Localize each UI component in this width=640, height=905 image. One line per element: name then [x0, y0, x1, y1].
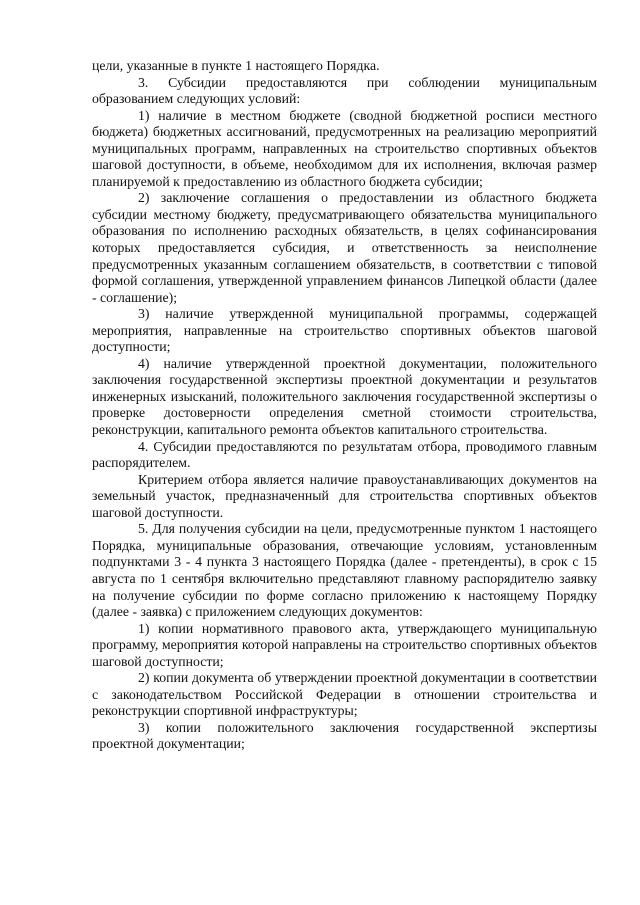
paragraph-continuation: цели, указанные в пункте 1 настоящего Порядка. [92, 58, 380, 73]
paragraph-subitem-5-3: 3) копии положительного заключения государственной экспертизы проектной документации; [92, 719, 597, 752]
paragraph-subitem-3-2: 2) заключение соглашения о предоставлении из областного бюджета субсидии местному бюджету, предусматривающего обязательства муниципального образования по исполнению расходных обязательств, в целях софинансирования которых предоставляется субсидия, и ответственность за неисполнение предусмотренных указанным соглашением обязательств, в соответствии с типовой формой соглашения, утвержденной управлением финансов Липецкой области (далее - соглашение); [92, 190, 597, 305]
paragraph-subitem-3-4: 4) наличие утвержденной проектной документации, положительного заключения государственной экспертизы проектной документации и результатов инженерных изысканий, положительного заключения государственной экспертизы о проверке достоверности определения сметной стоимости строительства, реконструкции, капитального ремонта объектов капитального строительства. [92, 355, 597, 438]
paragraph-item-4: 4. Субсидии предоставляются по результатам отбора, проводимого главным распорядителем. [92, 438, 597, 471]
document-page [92, 58, 597, 753]
paragraph-subitem-3-1: 1) наличие в местном бюджете (сводной бюджетной росписи местного бюджета) бюджетных ассигнований, предусмотренных на реализацию мероприятий муниципальных программ, направленных на строительство спортивных объектов шаговой доступности, в объеме, необходимом для их исполнения, включая размер планируемой к предоставлению из областного бюджета субсидии; [92, 107, 597, 189]
paragraph-selection-criterion: Критерием отбора является наличие правоустанавливающих документов на земельный участок, предназначенный для строительства спортивных объектов шаговой доступности. [92, 471, 597, 520]
paragraph-item-5: 5. Для получения субсидии на цели, предусмотренные пунктом 1 настоящего Порядка, муниципальные образования, отвечающие условиям, установленным подпунктами 3 - 4 пункта 3 настоящего Порядка (далее - претенденты), в срок с 15 августа по 1 сентября включительно представляют главному распорядителю заявку на получение субсидии по форме согласно приложению к настоящему Порядку (далее - заявка) с приложением следующих документов: [92, 521, 597, 620]
paragraph-subitem-5-2: 2) копии документа об утверждении проектной документации в соответствии с законодательством Российской Федерации в отношении строительства и реконструкции спортивной инфраструктуры; [92, 670, 597, 719]
paragraph-item-3: 3. Субсидии предоставляются при соблюдении муниципальным образованием следующих условий: [92, 74, 597, 107]
paragraph-subitem-3-3: 3) наличие утвержденной муниципальной программы, содержащей мероприятия, направленные на строительство спортивных объектов шаговой доступности; [92, 306, 597, 355]
paragraph-subitem-5-1: 1) копии нормативного правового акта, утверждающего муниципальную программу, мероприятия которой направлены на строительство спортивных объектов шаговой доступности; [92, 620, 597, 669]
